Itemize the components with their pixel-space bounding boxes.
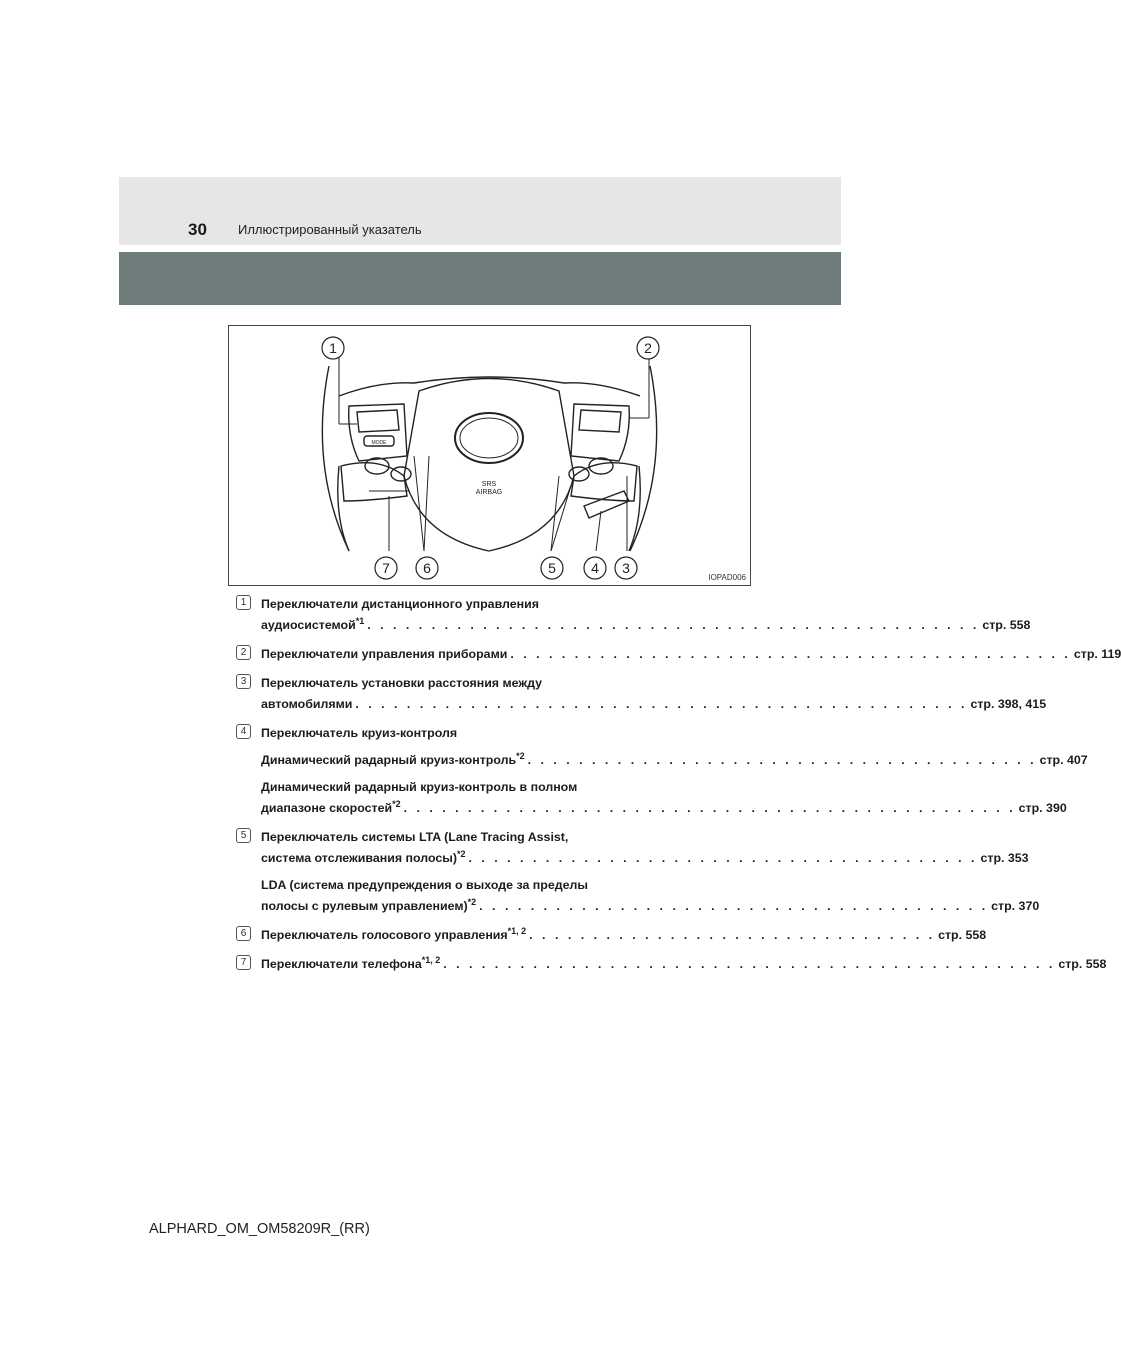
list-item [236,644,1121,665]
callout-6: 6 [423,560,431,576]
header-band [119,177,841,245]
item-text: Переключатель голосового управления [261,928,508,942]
leader-dots: . . . . . . . . . . . . . . . . . . . . . . . . . . . . . . . . . . . . . . . . . . . . . . . . [403,801,1016,815]
airbag-label-srs: SRS [481,481,497,488]
page-reference: стр. 370 [991,899,1040,913]
item-text: Переключатель установки расстояния между [261,676,543,690]
item-text: Переключатели телефона [261,957,422,971]
footnote-marker: *2 [392,799,401,809]
section-title: Иллюстрированный указатель [238,222,422,237]
item-text: LDA (система предупреждения о выходе за пределы [261,878,588,892]
item-number-badge: 2 [236,645,251,660]
item-number-badge: 4 [236,724,251,739]
steering-wheel-figure [228,325,751,586]
list-item [236,925,987,946]
leader-dots: . . . . . . . . . . . . . . . . . . . . . . . . . . . . . . . . . . . . . . . . [479,899,989,913]
footnote-marker: *1, 2 [421,955,441,965]
section-band [119,252,841,305]
callout-5: 5 [548,560,556,576]
item-text: Переключатели дистанционного управления [261,597,539,611]
footnote-marker: *2 [467,897,477,907]
footnote-marker: *1 [355,616,365,626]
callout-4: 4 [591,560,599,576]
item-text: диапазоне скоростей [261,801,393,815]
item-number-badge: 3 [236,674,251,689]
page-reference: стр. 353 [980,851,1029,865]
page-reference: стр. 558 [1058,957,1107,971]
item-text: полосы с рулевым управлением) [261,899,468,913]
item-number-badge: 1 [236,595,251,610]
mode-button-label: MODE [371,440,387,446]
leader-dots: . . . . . . . . . . . . . . . . . . . . . . . . . . . . . . . . . . . . . . . . . . . . . . . . [355,697,968,711]
leader-dots: . . . . . . . . . . . . . . . . . . . . . . . . . . . . . . . . [529,928,936,942]
footnote-marker: *2 [457,849,466,859]
leader-dots: . . . . . . . . . . . . . . . . . . . . . . . . . . . . . . . . . . . . . . . . . . . . [510,647,1071,661]
item-list [236,594,1121,983]
leader-dots: . . . . . . . . . . . . . . . . . . . . . . . . . . . . . . . . . . . . . . . . [527,753,1037,767]
callout-7: 7 [382,560,390,576]
item-text: аудиосистемой [261,618,356,632]
document-id: ALPHARD_OM_OM58209R_(RR) [149,1221,370,1237]
list-item [236,954,1107,975]
item-text: Переключатели управления приборами [261,647,508,661]
footnote-marker: *1, 2 [507,926,527,936]
item-text: автомобилями [261,697,353,711]
list-item [236,827,1040,917]
item-number-badge: 5 [236,828,251,843]
callout-3: 3 [622,560,630,576]
callout-2: 2 [644,340,652,356]
item-text: система отслеживания полосы) [261,851,457,865]
leader-dots: . . . . . . . . . . . . . . . . . . . . . . . . . . . . . . . . . . . . . . . . . . . . . . . . [367,618,980,632]
callout-1: 1 [329,340,337,356]
item-number-badge: 7 [236,955,251,970]
list-item [236,723,1088,819]
page-reference: стр. 407 [1039,753,1088,767]
airbag-label-airbag: AIRBAG [475,489,503,496]
item-text: Переключатель круиз-контроля [261,726,458,740]
page-reference: стр. 558 [982,618,1031,632]
page-reference: стр. 558 [938,928,987,942]
page-reference: стр. 390 [1018,801,1067,815]
item-text: Динамический радарный круиз-контроль в полном [261,780,578,794]
page-number: 30 [188,220,207,239]
leader-dots: . . . . . . . . . . . . . . . . . . . . . . . . . . . . . . . . . . . . . . . . [468,851,978,865]
footnote-marker: *2 [516,751,525,761]
item-text: Переключатель системы LTA (Lane Tracing Assist, [261,830,569,844]
figure-code: IOPAD006 [708,573,746,582]
item-number-badge: 6 [236,926,251,941]
page-reference: стр. 119 [1073,647,1121,661]
item-text: Динамический радарный круиз-контроль [261,753,517,767]
page-reference: стр. 398, 415 [970,697,1047,711]
list-item [236,673,1047,715]
leader-dots: . . . . . . . . . . . . . . . . . . . . . . . . . . . . . . . . . . . . . . . . . . . . . . . . [443,957,1056,971]
list-item [236,594,1031,636]
steering-wheel-illustration [229,326,750,585]
